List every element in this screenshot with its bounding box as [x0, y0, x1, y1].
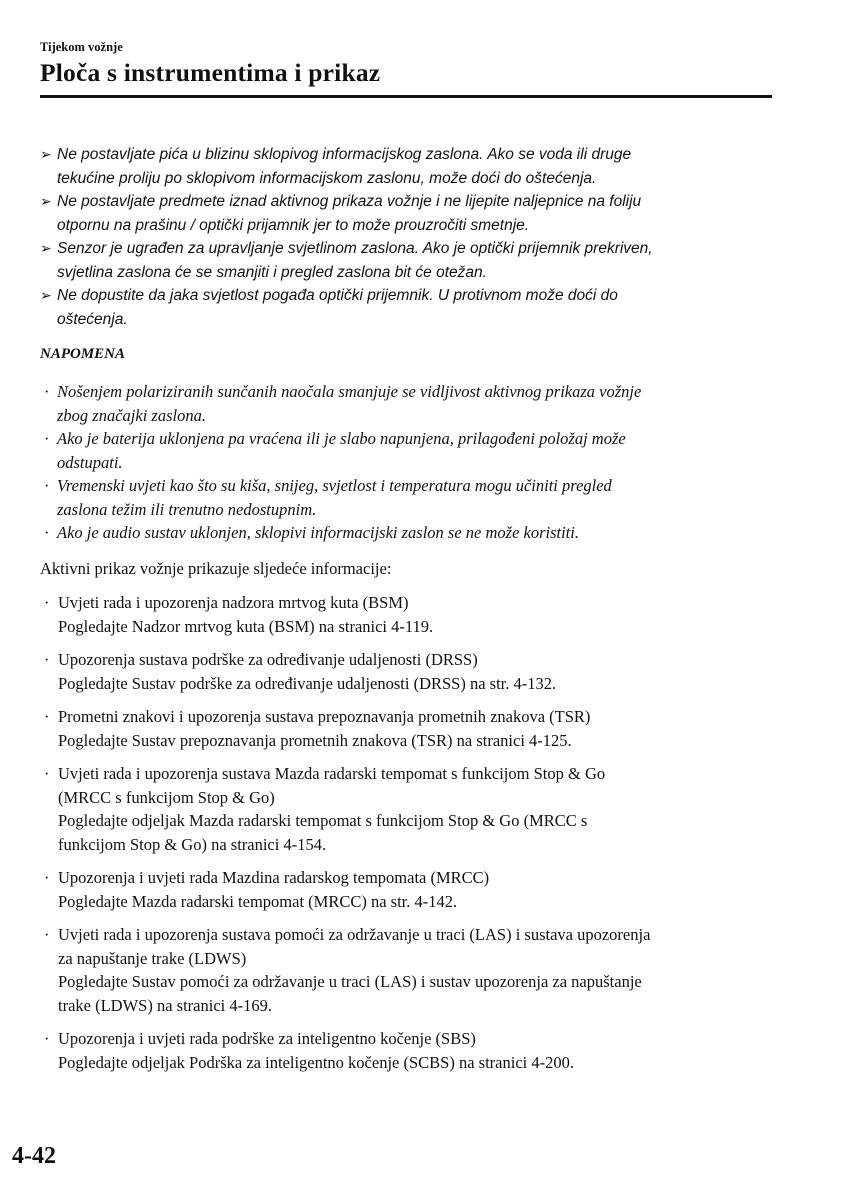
feature-item-line: Pogledajte Mazda radarski tempomat (MRCC) na str. 4-142.: [58, 891, 458, 911]
caution-arrow-icon: ➢: [40, 287, 52, 303]
feature-item-line: Upozorenja sustava podrške za određivanje udaljenosti (DRSS): [58, 650, 478, 669]
caution-item-line: Ne dopustite da jaka svjetlost pogađa optički prijemnik. U protivnom može doći do: [57, 287, 618, 304]
bullet-icon: ·: [44, 764, 50, 783]
feature-item-line: funkcijom Stop & Go) na stranici 4-154.: [58, 834, 327, 854]
caution-item-line: Ne postavljate pića u blizinu sklopivog informacijskog zaslona. Ako se voda ili druge: [57, 146, 632, 163]
bullet-icon: ·: [44, 650, 50, 669]
feature-item-line: Pogledajte Sustav prepoznavanja prometnih znakova (TSR) na stranici 4-125.: [58, 730, 572, 750]
feature-item-line: za napuštanje trake (LDWS): [58, 948, 247, 968]
caution-list: [40, 143, 760, 331]
feature-item-line: Pogledajte Sustav podrške za određivanje udaljenosti (DRSS) na str. 4-132.: [58, 673, 557, 693]
feature-item: [44, 1027, 774, 1074]
note-item: [44, 427, 764, 474]
bullet-icon: ·: [44, 925, 50, 944]
feature-item: [44, 866, 774, 913]
feature-item: [44, 648, 774, 695]
feature-item-line: Upozorenja i uvjeti rada podrške za inteligentno kočenje (SBS): [58, 1029, 476, 1048]
page-number: 4-42: [12, 1143, 56, 1169]
caution-item-line: Ne postavljate predmete iznad aktivnog prikaza vožnje i ne lijepite naljepnice na foliju: [57, 193, 642, 210]
feature-list: [44, 591, 774, 1084]
section-label: Tijekom vožnje: [40, 40, 123, 54]
note-item: [44, 521, 764, 545]
page-title: Ploča s instrumentima i prikaz: [40, 58, 381, 87]
caution-arrow-icon: ➢: [40, 193, 52, 209]
note-item-line: Nošenjem polariziranih sunčanih naočala smanjuje se vidljivost aktivnog prikaza vožnje: [57, 382, 642, 401]
note-item-line: odstupati.: [57, 452, 123, 472]
caution-item-line: otpornu na prašinu / optički prijamnik jer to može prouzročiti smetnje.: [57, 216, 530, 234]
caution-item: [40, 190, 760, 237]
caution-item-line: Senzor je ugrađen za upravljanje svjetlinom zaslona. Ako je optički prijemnik prekriven,: [57, 240, 653, 257]
caution-item: [40, 237, 760, 284]
feature-item: [44, 705, 774, 752]
feature-item: [44, 923, 774, 1017]
feature-item-line: Pogledajte odjeljak Mazda radarski tempomat s funkcijom Stop & Go (MRCC s: [58, 811, 588, 830]
note-item: [44, 380, 764, 427]
feature-item-line: Pogledajte odjeljak Podrška za inteligentno kočenje (SCBS) na stranici 4-200.: [58, 1052, 574, 1072]
feature-item-line: (MRCC s funkcijom Stop & Go): [58, 787, 275, 807]
caution-arrow-icon: ➢: [40, 240, 52, 256]
bullet-icon: ·: [44, 868, 50, 887]
caution-item: [40, 143, 760, 190]
caution-item-line: svjetlina zaslona će se smanjiti i pregled zaslona bit će otežan.: [57, 263, 487, 281]
bullet-icon: ·: [44, 523, 50, 542]
caution-item: [40, 284, 760, 331]
intro-text: Aktivni prikaz vožnje prikazuje sljedeće informacije:: [40, 559, 392, 578]
note-item-line: zbog značajki zaslona.: [57, 405, 206, 425]
feature-item-line: Pogledajte Nadzor mrtvog kuta (BSM) na stranici 4-119.: [58, 616, 434, 636]
note-item-line: Ako je baterija uklonjena pa vraćena ili je slabo napunjena, prilagođeni položaj može: [57, 429, 626, 448]
note-item-line: zaslona težim ili trenutno nedostupnim.: [57, 499, 317, 519]
note-heading: NAPOMENA: [40, 346, 126, 362]
feature-item-line: Uvjeti rada i upozorenja sustava Mazda radarski tempomat s funkcijom Stop & Go: [58, 764, 606, 783]
feature-item-line: trake (LDWS) na stranici 4-169.: [58, 995, 272, 1015]
title-rule: [40, 95, 772, 98]
note-item-line: Vremenski uvjeti kao što su kiša, snijeg, svjetlost i temperatura mogu učiniti pregled: [57, 476, 612, 495]
bullet-icon: ·: [44, 1029, 50, 1048]
caution-item-line: oštećenja.: [57, 310, 128, 328]
bullet-icon: ·: [44, 429, 50, 448]
bullet-icon: ·: [44, 476, 50, 495]
note-item: [44, 474, 764, 521]
bullet-icon: ·: [44, 382, 50, 401]
note-item-line: Ako je audio sustav uklonjen, sklopivi informacijski zaslon se ne može koristiti.: [57, 523, 579, 542]
feature-item-line: Upozorenja i uvjeti rada Mazdina radarskog tempomata (MRCC): [58, 868, 490, 887]
caution-item-line: tekućine proliju po sklopivom informacijskom zaslonu, može doći do oštećenja.: [57, 169, 597, 187]
feature-item-line: Pogledajte Sustav pomoći za održavanje u traci (LAS) i sustav upozorenja za napuštanje: [58, 972, 642, 991]
feature-item: [44, 762, 774, 856]
bullet-icon: ·: [44, 707, 50, 726]
feature-item-line: Prometni znakovi i upozorenja sustava prepoznavanja prometnih znakova (TSR): [58, 707, 591, 726]
note-list: [44, 380, 764, 545]
feature-item: [44, 591, 774, 638]
bullet-icon: ·: [44, 593, 50, 612]
feature-item-line: Uvjeti rada i upozorenja nadzora mrtvog kuta (BSM): [58, 593, 409, 612]
feature-item-line: Uvjeti rada i upozorenja sustava pomoći za održavanje u traci (LAS) i sustava upozorenja: [58, 925, 651, 944]
caution-arrow-icon: ➢: [40, 146, 52, 162]
